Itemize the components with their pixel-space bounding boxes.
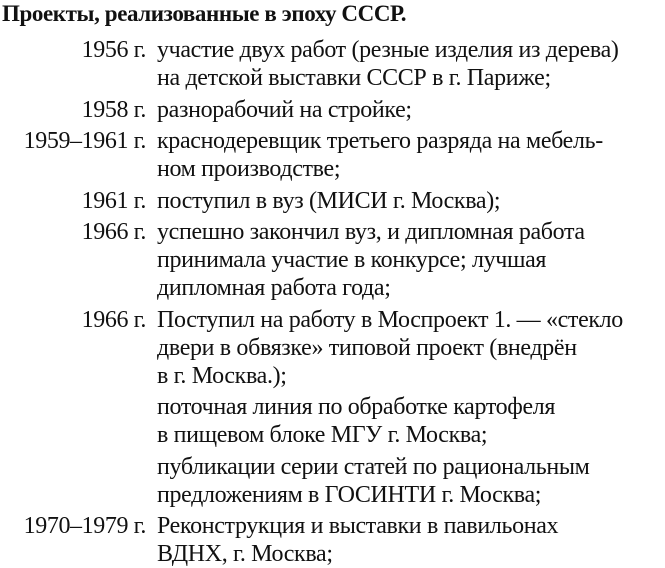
entry-text [157,512,558,568]
entry-year: 1958 г. [81,96,146,123]
list-item [0,96,665,124]
entry-text [157,96,412,124]
entry-line: ВДНХ, г. Москва; [157,541,333,567]
entry-year [0,453,146,509]
entry-year: 1966 г. [81,219,146,245]
entry-text [157,453,590,509]
entry-line: поступил в вуз (МИСИ г. Москва); [157,187,501,214]
entry-line: в пищевом блоке МГУ г. Москва; [157,422,488,448]
entry-text [157,218,585,302]
entry-text [157,393,555,449]
entry-text [157,36,619,92]
entry-year [0,393,146,449]
entry-line: ном производстве; [157,156,341,182]
entry-year: 1959–1961 г. [23,128,146,154]
list-item [0,393,665,449]
entry-line: участие двух работ (резные изделия из дерева) [157,37,619,63]
entry-line: публикации серии статей по рациональным [157,453,590,480]
entry-text [157,187,500,215]
entries-list [0,36,665,568]
entry-line: в г. Москва.); [157,362,287,389]
entry-year: 1956 г. [81,37,146,63]
entry-line: предложениям в ГОСИНТИ г. Москва; [157,481,542,508]
list-item [0,127,665,183]
entry-year: 1961 г. [81,187,146,214]
list-item [0,512,665,568]
entry-line: Поступил на работу в Моспроект 1. — «стекло [157,306,623,333]
entry-line: разнорабочий на стройке; [157,96,412,123]
list-item [0,36,665,92]
section-title: Проекты, реализованные в эпоху СССР. [2,1,407,26]
entry-line: дипломная работа года; [157,275,391,301]
entry-line: поточная линия по обработке картофеля [157,394,556,420]
entry-text [157,306,623,390]
entry-line: на детской выставки СССР в г. Париже; [157,65,551,91]
entry-line: Реконструкция и выставки в павильонах [157,513,559,539]
entry-line: успешно закончил вуз, и дипломная работа [157,219,585,245]
list-item [0,218,665,302]
entry-text [157,127,603,183]
list-item [0,453,665,509]
entry-year: 1966 г. [81,306,146,333]
entry-line: принимала участие в конкурсе; лучшая [157,247,547,273]
entry-year: 1970–1979 г. [23,513,146,539]
list-item [0,187,665,215]
entry-line: двери в обвязке» типовой проект (внедрён [157,334,577,361]
list-item [0,306,665,390]
entry-line: краснодеревщик третьего разряда на мебель- [157,128,603,154]
